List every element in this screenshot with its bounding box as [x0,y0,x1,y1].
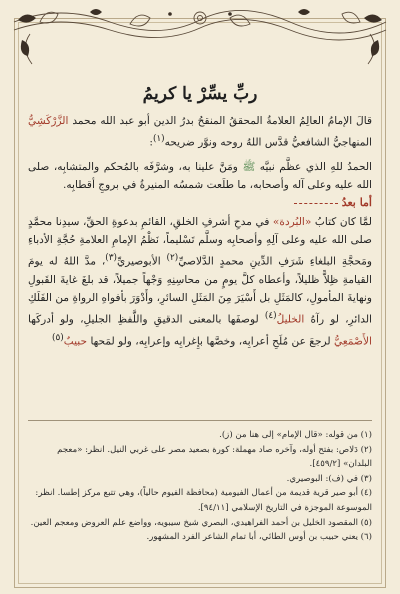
dashed-line [294,203,338,204]
intro-text: قالَ الإمامُ العالِمُ العلامةُ المحققُ المنقحُ بدرُ الدين أبو عبد الله محمد [72,115,373,127]
footnote-item [28,486,372,515]
praise-text-line2: صلى الله عليه وعلى آله وأصحابه، ما طلَعت شمسُه المنيرةُ في بروجِ أقطابِه. [28,160,372,192]
amma-heading [28,194,372,212]
khalil-name: الخليلُ [276,313,305,326]
burda-title: «البُردة» [272,215,312,228]
author-name: الزَّرْكَشِيُّ [28,115,69,127]
body-text-cont: لوصفَها بالمعنى الدقيقِ واللَّفظِ الجليلِ، ولو أدركَها [28,313,259,326]
footnote-text: دَلاص: بفتح أوله، وآخره صاد مهملة: كورة بصعيد مصر على غربي النيل. انظر: «معجم البلدان» [٤٥٩/٢]. [57,444,372,470]
amma-label: أما بعدُ [341,196,372,210]
footnote-separator [28,420,372,421]
footnote-ref[interactable]: (٥) [52,332,64,343]
footnote-text: في (ف): البوصيري. [286,473,358,484]
footnote-ref[interactable]: (١) [152,134,165,145]
praise-text-cont: ومَنَّ علينا به، وشرَّفَه بالمُحكم والمتشابِه، [53,160,238,173]
intro-text-cont: المنهاجيُّ الشافعيُّ قدَّس اللهُ روحه ونوَّر ضريحه [164,136,372,149]
salla-glyph: ﷺ [242,160,256,173]
floral-header-ornament [0,0,400,78]
footnote-number: (٢) [360,444,372,455]
praise-paragraph [28,158,372,194]
footnote-number: (٤) [360,488,372,499]
footnote-item [28,472,372,487]
body-text-cont: ، مدَّ اللهُ له يومَ القيامةِ ظِلاًّ ظليلاً، وأعطاه كلَّ يومٍ من محاسِنِهِ وَجْهاً جميلاً، قد بلغَ غايةَ القَبولِ ونهايةَ المأمولِ، كالمَثَلِ بل أَسْيَرَ مِنَ المَثَلِ السائرِ، وأَدْوَرَ بأفواهِ الرواةِ من الفَلَكِ الدائرِ، لو رآهُ [28,255,373,326]
footnotes [28,428,372,545]
footnote-item [28,443,372,472]
main-text [28,112,372,351]
body-text-cont: لرجعَ عن مُلَحِ أعرابِه، وخصَّها بإِغرابِه وإعرابِه، ولو لمَحها [90,335,331,348]
praise-text: الحمدُ للهِ الذي عظَّم نبيَّه [259,160,373,173]
footnote-text: أبو صير قرية قديمة من أعمال الفيومية (محافظة الفيوم حالياً)، وهي تتبع مركز إطسا. انظر: الموسوعة الموجزة في التاريخ الإسلامي [٩٤/١١]. [35,488,372,513]
footnote-item [28,516,372,531]
intro-paragraph [28,112,372,152]
asmai-name: الأَصْمَعِيُّ [333,335,372,348]
body-paragraph [28,213,372,351]
intro-end: : [149,136,153,149]
basmala-heading: ربِّ يسِّرْ يا كريمُ [142,84,258,104]
footnote-text: المقصود الخليل بن أحمد الفراهيدي، البصري شيخ سيبويه، وواضع علم العروض ومعجم العين. [30,517,358,528]
body-text-cont: الأبوصيريِّ [116,255,161,268]
footnote-text: يعني حبيب بن أوس الطائي، أبا تمام الشاعر الفرد المشهور. [146,532,358,543]
footnote-number: (٥) [360,517,372,528]
footnote-text: من قوله: «قال الإمام» إلى هنا من (ز). [219,430,358,440]
footnote-ref[interactable]: (٣) [105,252,117,263]
footnote-ref[interactable]: (٤) [264,311,277,322]
footnote-number: (١) [360,430,372,440]
footnote-number: (٦) [360,532,372,543]
footnote-ref[interactable]: (٢) [166,252,179,263]
footnote-number: (٣) [360,473,372,484]
footnote-item [28,530,372,545]
footnote-item [28,428,372,443]
body-text-cont: في مدحِ أشرفِ الخلقِ، القائمِ بدعوةِ الحقِّ، سيدِنا محمَّدٍ صلى الله عليه وعلى آلِهِ وأصحابِه وسلَّم تَسْليماً، نَظْمُ الإمامِ العلامةِ حُجَّةِ الأدباءِ ومَحجَّةِ البلغاءِ شَرَفِ الدِّينِ محمدٍ الدَّلاصيِّ [28,215,372,268]
habib-name: حبيبٌ [63,335,88,348]
body-text: لمَّا كان كتابُ [314,215,372,228]
